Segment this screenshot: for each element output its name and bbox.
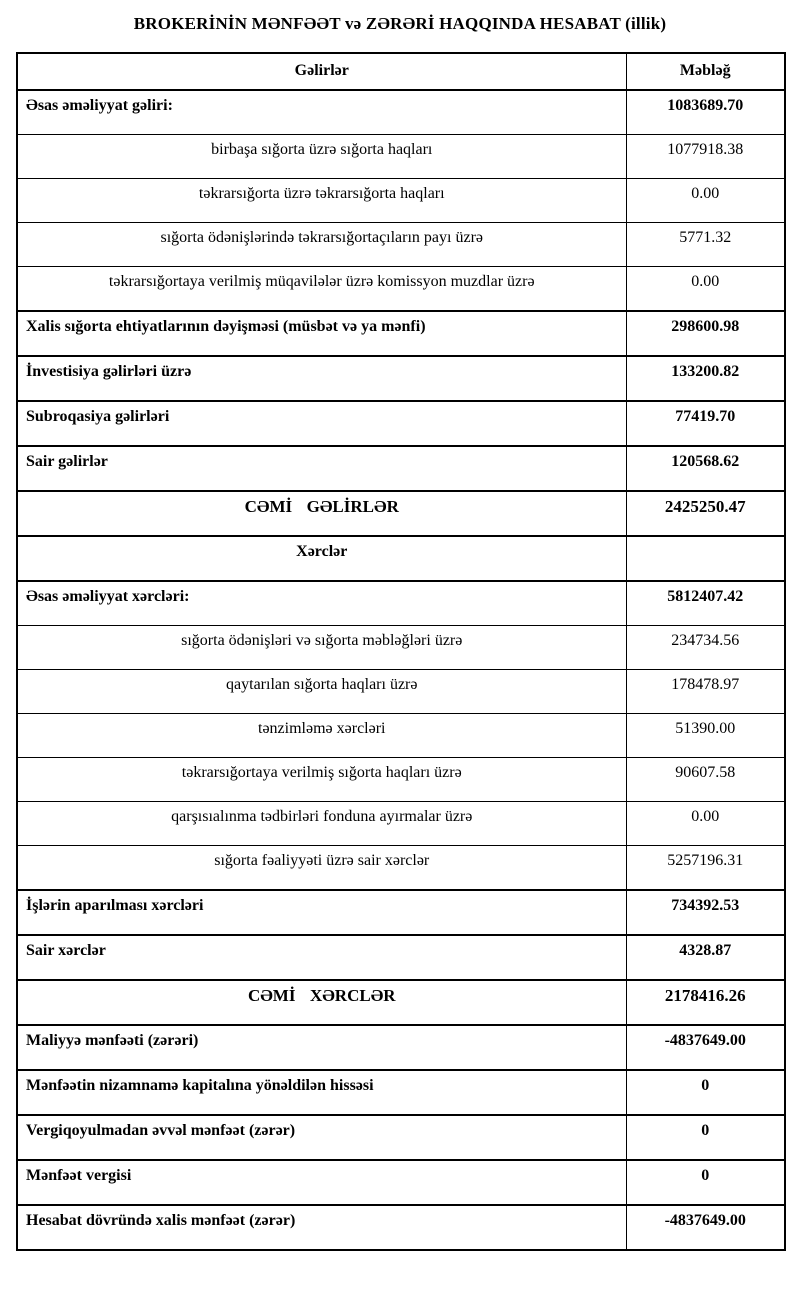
row-value: 2178416.26 xyxy=(626,980,785,1025)
row-label: CƏMİ GƏLİRLƏR xyxy=(17,491,626,536)
column-header-incomes: Gəlirlər xyxy=(17,53,626,90)
table-row xyxy=(17,581,785,626)
table-row xyxy=(17,802,785,846)
row-label: təkrarsığorta üzrə təkrarsığorta haqları xyxy=(17,179,626,223)
row-label: Əsas əməliyyat xərcləri: xyxy=(17,581,626,626)
row-label: Vergiqoyulmadan əvvəl mənfəət (zərər) xyxy=(17,1115,626,1160)
row-label: İnvestisiya gəlirləri üzrə xyxy=(17,356,626,401)
row-value: 0 xyxy=(626,1070,785,1115)
table-row xyxy=(17,1115,785,1160)
table-row xyxy=(17,890,785,935)
row-value: -4837649.00 xyxy=(626,1205,785,1250)
table-row xyxy=(17,1070,785,1115)
table-row xyxy=(17,670,785,714)
table-body xyxy=(17,90,785,1250)
row-label: İşlərin aparılması xərcləri xyxy=(17,890,626,935)
row-value: 1083689.70 xyxy=(626,90,785,135)
table-row xyxy=(17,401,785,446)
row-value: 298600.98 xyxy=(626,311,785,356)
row-label: qaytarılan sığorta haqları üzrə xyxy=(17,670,626,714)
table-row xyxy=(17,1205,785,1250)
table-row xyxy=(17,536,785,581)
row-value: 2425250.47 xyxy=(626,491,785,536)
table-row xyxy=(17,714,785,758)
row-value: 51390.00 xyxy=(626,714,785,758)
row-value xyxy=(626,536,785,581)
report-title: BROKERİNİN MƏNFƏƏT və ZƏRƏRİ HAQQINDA HESABAT (illik) xyxy=(133,14,667,33)
table-row xyxy=(17,935,785,980)
row-value: 77419.70 xyxy=(626,401,785,446)
row-value: 120568.62 xyxy=(626,446,785,491)
table-row xyxy=(17,267,785,312)
table-row xyxy=(17,980,785,1025)
row-label: Sair gəlirlər xyxy=(17,446,626,491)
row-value: 178478.97 xyxy=(626,670,785,714)
table-row xyxy=(17,179,785,223)
row-value: 5257196.31 xyxy=(626,846,785,891)
row-value: 234734.56 xyxy=(626,626,785,670)
row-label: sığorta fəaliyyəti üzrə sair xərclər xyxy=(17,846,626,891)
row-value: 1077918.38 xyxy=(626,135,785,179)
column-header-amount: Məbləğ xyxy=(626,53,785,90)
row-value: 0.00 xyxy=(626,179,785,223)
row-label: sığorta ödənişləri və sığorta məbləğləri üzrə xyxy=(17,626,626,670)
table-row xyxy=(17,446,785,491)
row-label: birbaşa sığorta üzrə sığorta haqları xyxy=(17,135,626,179)
report-table xyxy=(16,52,786,1251)
row-label: Əsas əməliyyat gəliri: xyxy=(17,90,626,135)
row-label: Mənfəətin nizamnamə kapitalına yönəldilən hissəsi xyxy=(17,1070,626,1115)
table-header-row xyxy=(17,53,785,90)
row-label: Maliyyə mənfəəti (zərəri) xyxy=(17,1025,626,1070)
row-label: təkrarsığortaya verilmiş müqavilələr üzrə komissyon muzdlar üzrə xyxy=(17,267,626,312)
row-value: 0.00 xyxy=(626,802,785,846)
table-row xyxy=(17,223,785,267)
row-value: -4837649.00 xyxy=(626,1025,785,1070)
row-value: 4328.87 xyxy=(626,935,785,980)
row-label: sığorta ödənişlərində təkrarsığortaçıların payı üzrə xyxy=(17,223,626,267)
table-row xyxy=(17,1025,785,1070)
row-value: 133200.82 xyxy=(626,356,785,401)
table-row xyxy=(17,758,785,802)
table-row xyxy=(17,1160,785,1205)
row-label: tənzimləmə xərcləri xyxy=(17,714,626,758)
row-value: 734392.53 xyxy=(626,890,785,935)
row-value: 0.00 xyxy=(626,267,785,312)
row-label: təkrarsığortaya verilmiş sığorta haqları üzrə xyxy=(17,758,626,802)
row-label: Xərclər xyxy=(17,536,626,581)
row-label: Mənfəət vergisi xyxy=(17,1160,626,1205)
table-row xyxy=(17,491,785,536)
row-value: 0 xyxy=(626,1160,785,1205)
table-row xyxy=(17,90,785,135)
row-label: Hesabat dövründə xalis mənfəət (zərər) xyxy=(17,1205,626,1250)
row-value: 5812407.42 xyxy=(626,581,785,626)
row-value: 0 xyxy=(626,1115,785,1160)
row-label: Xalis sığorta ehtiyatlarının dəyişməsi (müsbət və ya mənfi) xyxy=(17,311,626,356)
row-label: CƏMİ XƏRCLƏR xyxy=(17,980,626,1025)
table-row xyxy=(17,626,785,670)
row-value: 5771.32 xyxy=(626,223,785,267)
table-row xyxy=(17,311,785,356)
row-label: Subroqasiya gəlirləri xyxy=(17,401,626,446)
row-label: Sair xərclər xyxy=(17,935,626,980)
table-row xyxy=(17,846,785,891)
table-row xyxy=(17,356,785,401)
table-row xyxy=(17,135,785,179)
row-value: 90607.58 xyxy=(626,758,785,802)
row-label: qarşısıalınma tədbirləri fonduna ayırmalar üzrə xyxy=(17,802,626,846)
